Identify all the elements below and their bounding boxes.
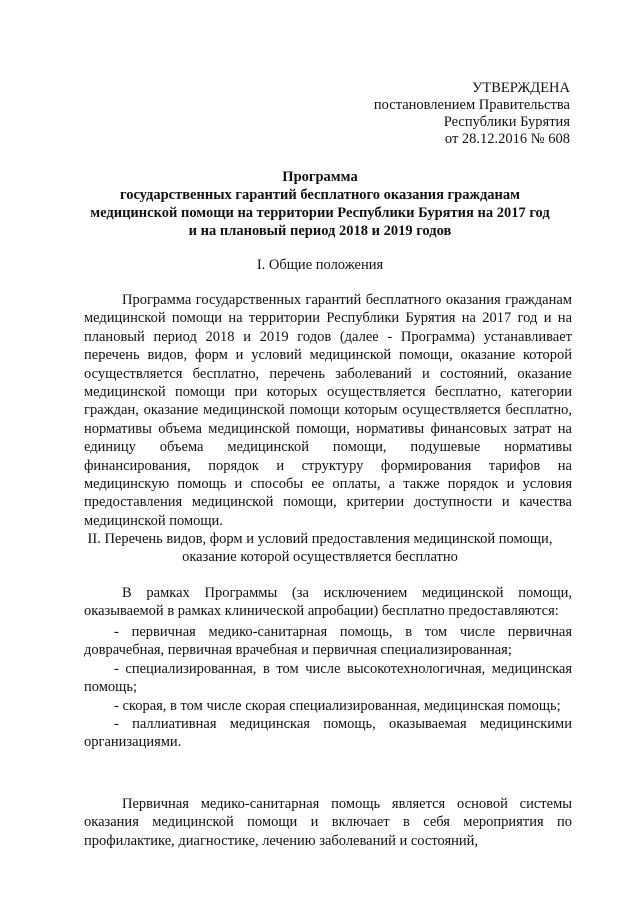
section-2-intro: В рамках Программы (за исключением медицинской помощи, оказываемой в рамках клинической апробации) бесплатно предоставляются:: [84, 585, 572, 620]
title-line: и на плановый период 2018 и 2019 годов: [188, 223, 452, 239]
approval-line: Республики Бурятия: [443, 114, 570, 130]
section-1-heading: I. Общие положения: [256, 257, 384, 273]
approval-date-line: от 28.12.2016 № 608: [444, 131, 570, 147]
section-2-paragraph: Первичная медико-санитарная помощь является основой системы оказания медицинской помощи и включает в себя мероприятия по профилактике, диагностике, лечению заболеваний и состояний,: [84, 796, 572, 849]
list-item: - скорая, в том числе скорая специализированная, медицинская помощь;: [114, 697, 561, 714]
list-item: - паллиативная медицинская помощь, оказываемая медицинскими организациями.: [84, 716, 572, 751]
section-2-heading-line: оказание которой осуществляется бесплатно: [182, 549, 458, 565]
title-line: Программа: [282, 169, 358, 185]
section-2-heading-line: II. Перечень видов, форм и условий предоставления медицинской помощи,: [87, 531, 553, 547]
approval-line: УТВЕРЖДЕНА: [472, 80, 570, 96]
document-title: [60, 168, 580, 240]
title-line: медицинской помощи на территории Республики Бурятия на 2017 год: [90, 205, 550, 221]
list-item: - специализированная, в том числе высокотехнологичная, медицинская помощь;: [84, 660, 572, 696]
section-1-paragraph: Программа государственных гарантий бесплатного оказания гражданам медицинской помощи на территории Республики Бурятия на 2017 год и на плановый период 2018 и 2019 годов (далее - Программа) устанавливает перечень видов, форм и условий медицинской помощи, оказание которой осуществляется бесплатно, перечень заболеваний и состояний, оказание медицинской помощи при которых осуществляется бесплатно, категории граждан, оказание медицинской помощи которым осуществляется бесплатно, нормативы объема медицинской помощи, нормативы финансовых затрат на единицу объема медицинской помощи, подушевые нормативы финансирования, порядок и структуру формирования тарифов на медицинскую помощь и способы ее оплаты, а также порядок и условия предоставления медицинской помощи, критерии доступности и качества медицинской помощи.: [84, 292, 572, 529]
section-2-heading: [60, 530, 580, 566]
approval-stamp: [374, 80, 570, 148]
care-types-list: [84, 623, 572, 752]
approval-line: постановлением Правительства: [373, 97, 570, 113]
title-line: государственных гарантий бесплатного оказания гражданам: [119, 187, 521, 203]
list-item: - первичная медико-санитарная помощь, в том числе первичная доврачебная, первичная врачебная и первичная специализированная;: [84, 624, 572, 659]
